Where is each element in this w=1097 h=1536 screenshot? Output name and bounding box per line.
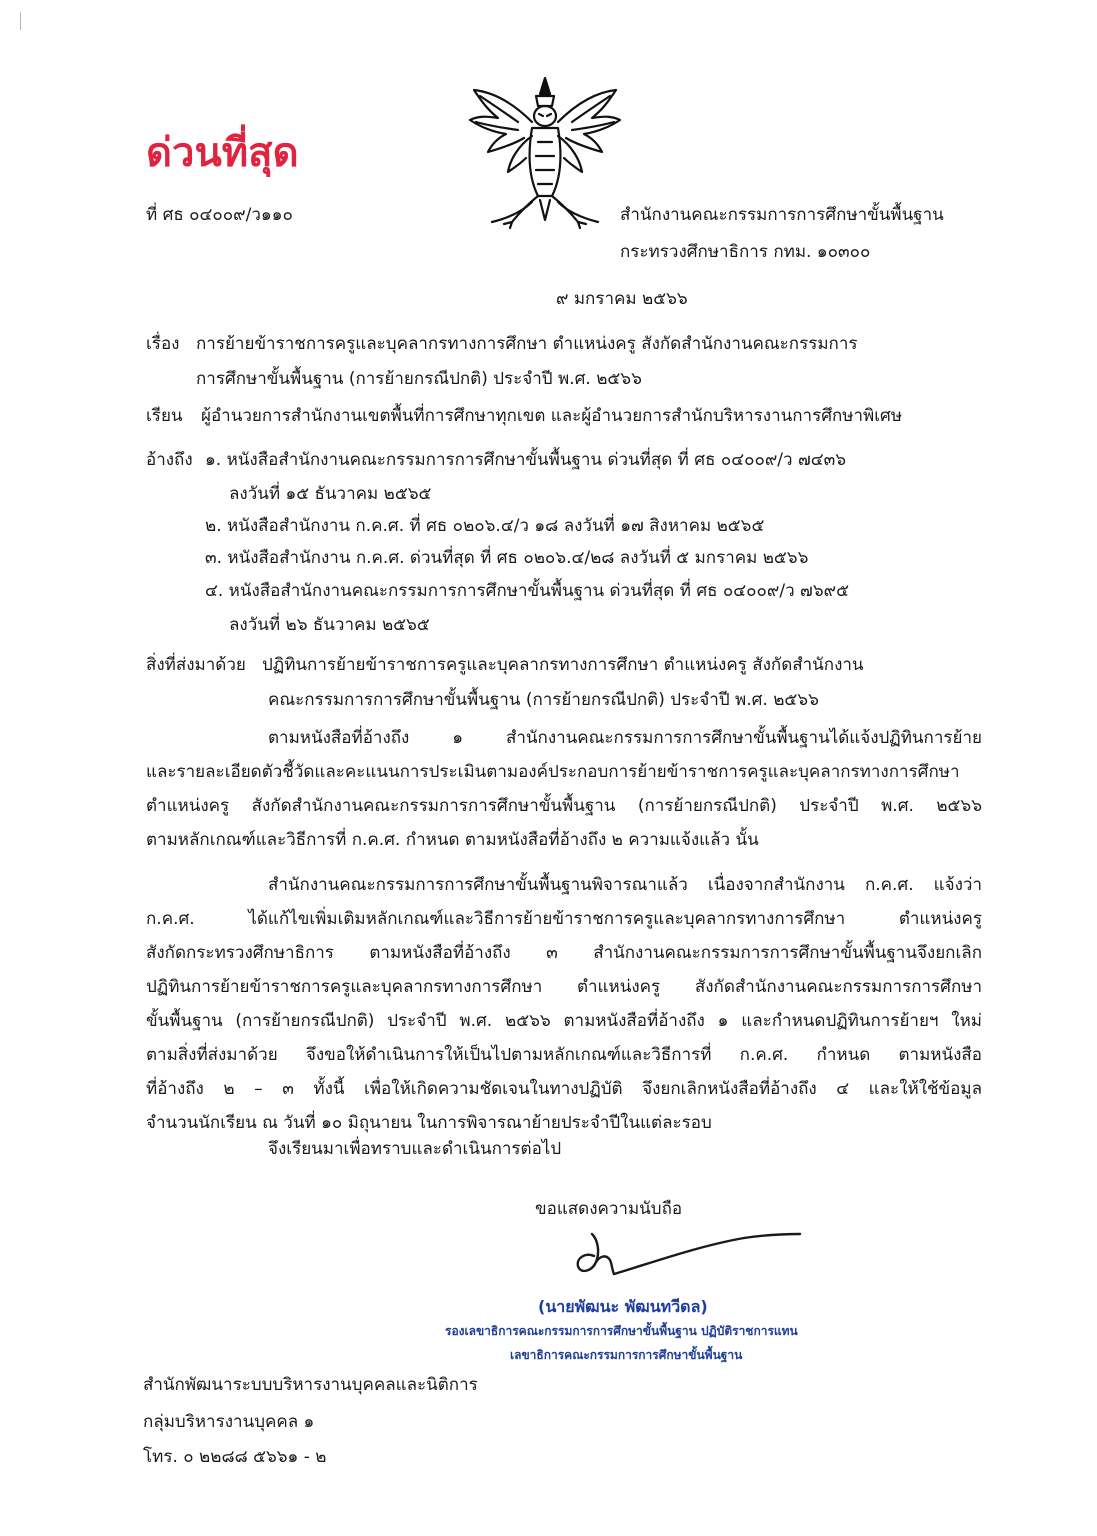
body-paragraph-1 [146, 721, 982, 857]
footer-office: สำนักพัฒนาระบบบริหารงานบุคคลและนิติการ [143, 1375, 478, 1395]
paragraph-line: ปฏิทินการย้ายข้าราชการครูและบุคลากรทางการศึกษา ตำแหน่งครู สังกัดสำนักงานคณะกรรมการการศึกษา [146, 977, 982, 997]
paragraph-line: ตำแหน่งครู สังกัดสำนักงานคณะกรรมการการศึกษาขั้นพื้นฐาน (การย้ายกรณีปกติ) ประจำปี พ.ศ. ๒๕๖๖ [146, 796, 982, 816]
footer-group: กลุ่มบริหารงานบุคคล ๑ [143, 1412, 315, 1432]
garuda-emblem-icon [462, 72, 628, 232]
enclosure-label: สิ่งที่ส่งมาด้วย [146, 655, 246, 675]
regards-text: ขอแสดงความนับถือ [535, 1199, 683, 1219]
signatory-title-1: รองเลขาธิการคณะกรรมการการศึกษาขั้นพื้นฐาน ปฏิบัติราชการแทน [445, 1324, 798, 1338]
reference-item: ๑. หนังสือสำนักงานคณะกรรมการการศึกษาขั้นพื้นฐาน ด่วนที่สุด ที่ ศธ ๐๔๐๐๙/ว ๗๔๓๖ [205, 450, 847, 470]
paragraph-line: จำนวนนักเรียน ณ วันที่ ๑๐ มิถุนายน ในการพิจารณาย้ายประจำปีในแต่ละรอบ [146, 1113, 712, 1133]
closing-line: จึงเรียนมาเพื่อทราบและดำเนินการต่อไป [268, 1139, 562, 1159]
to-text: ผู้อำนวยการสำนักงานเขตพื้นที่การศึกษาทุกเขต และผู้อำนวยการสำนักบริหารงานการศึกษาพิเศษ [201, 406, 903, 426]
subject-label: เรื่อง [146, 334, 180, 354]
paragraph-line: ตามสิ่งที่ส่งมาด้วย จึงขอให้ดำเนินการให้เป็นไปตามหลักเกณฑ์และวิธีการที่ ก.ค.ศ. กำหนด ตามหนังสือ [146, 1045, 982, 1065]
to-label: เรียน [146, 406, 183, 426]
signatory-name: (นายพัฒนะ พัฒนทวีดล) [538, 1297, 708, 1316]
paragraph-line: ที่อ้างถึง ๒ – ๓ ทั้งนี้ เพื่อให้เกิดความชัดเจนในทางปฏิบัติ จึงยกเลิกหนังสือที่อ้างถึง ๔ และให้ใช้ข้อมูล [146, 1079, 982, 1099]
paragraph-line: สำนักงานคณะกรรมการการศึกษาขั้นพื้นฐานพิจารณาแล้ว เนื่องจากสำนักงาน ก.ค.ศ. แจ้งว่า [268, 875, 982, 895]
reference-item: ลงวันที่ ๒๖ ธันวาคม ๒๕๖๕ [229, 615, 430, 635]
paragraph-line: ขั้นพื้นฐาน (การย้ายกรณีปกติ) ประจำปี พ.ศ. ๒๕๖๖ ตามหนังสือที่อ้างถึง ๑ และกำหนดปฏิทินการย้ายฯ ใหม่ [146, 1011, 982, 1031]
subject-line-2: การศึกษาขั้นพื้นฐาน (การย้ายกรณีปกติ) ประจำปี พ.ศ. ๒๕๖๖ [196, 369, 642, 389]
issuer-line-1: สำนักงานคณะกรรมการการศึกษาขั้นพื้นฐาน [620, 205, 944, 225]
footer-phone: โทร. ๐ ๒๒๘๘ ๕๖๖๑ - ๒ [143, 1447, 327, 1467]
reference-item: ๓. หนังสือสำนักงาน ก.ค.ศ. ด่วนที่สุด ที่ ศธ ๐๒๐๖.๔/๒๘ ลงวันที่ ๕ มกราคม ๒๕๖๖ [205, 548, 809, 568]
scan-mark [20, 12, 21, 30]
doc-number: ที่ ศธ ๐๔๐๐๙/ว๑๑๐ [146, 205, 293, 225]
handwritten-signature [568, 1226, 808, 1282]
paragraph-line: ตามหลักเกณฑ์และวิธีการที่ ก.ค.ศ. กำหนด ตามหนังสือที่อ้างถึง ๒ ความแจ้งแล้ว นั้น [146, 830, 759, 850]
date: ๙ มกราคม ๒๕๖๖ [556, 289, 688, 309]
reference-item: ๒. หนังสือสำนักงาน ก.ค.ศ. ที่ ศธ ๐๒๐๖.๔/ว ๑๘ ลงวันที่ ๑๗ สิงหาคม ๒๕๖๕ [205, 516, 765, 536]
paragraph-line: และรายละเอียดตัวชี้วัดและคะแนนการประเมินตามองค์ประกอบการย้ายข้าราชการครูและบุคลากรทางการศึกษา [146, 762, 960, 782]
paragraph-line: สังกัดกระทรวงศึกษาธิการ ตามหนังสือที่อ้างถึง ๓ สำนักงานคณะกรรมการการศึกษาขั้นพื้นฐานจึงยกเลิก [146, 943, 982, 963]
paragraph-line: ตามหนังสือที่อ้างถึง ๑ สำนักงานคณะกรรมการการศึกษาขั้นพื้นฐานได้แจ้งปฏิทินการย้าย [268, 728, 982, 748]
references-label: อ้างถึง [146, 450, 193, 470]
reference-item: ๔. หนังสือสำนักงานคณะกรรมการการศึกษาขั้นพื้นฐาน ด่วนที่สุด ที่ ศธ ๐๔๐๐๙/ว ๗๖๙๕ [205, 581, 849, 601]
body-paragraph-2 [146, 868, 982, 1140]
subject-line-1: การย้ายข้าราชการครูและบุคลากรทางการศึกษา ตำแหน่งครู สังกัดสำนักงานคณะกรรมการ [196, 334, 858, 354]
issuer-line-2: กระทรวงศึกษาธิการ กทม. ๑๐๓๐๐ [620, 242, 871, 262]
paragraph-line: ก.ค.ศ. ได้แก้ไขเพิ่มเติมหลักเกณฑ์และวิธีการย้ายข้าราชการครูและบุคลากรทางการศึกษา ตำแหน่งครู [146, 909, 982, 929]
enclosure-line-1: ปฏิทินการย้ายข้าราชการครูและบุคลากรทางการศึกษา ตำแหน่งครู สังกัดสำนักงาน [262, 655, 864, 675]
enclosure-line-2: คณะกรรมการการศึกษาขั้นพื้นฐาน (การย้ายกรณีปกติ) ประจำปี พ.ศ. ๒๕๖๖ [268, 690, 819, 710]
urgent-stamp: ด่วนที่สุด [146, 129, 299, 176]
signatory-title-2: เลขาธิการคณะกรรมการการศึกษาขั้นพื้นฐาน [510, 1348, 743, 1362]
reference-item: ลงวันที่ ๑๕ ธันวาคม ๒๕๖๕ [229, 484, 432, 504]
